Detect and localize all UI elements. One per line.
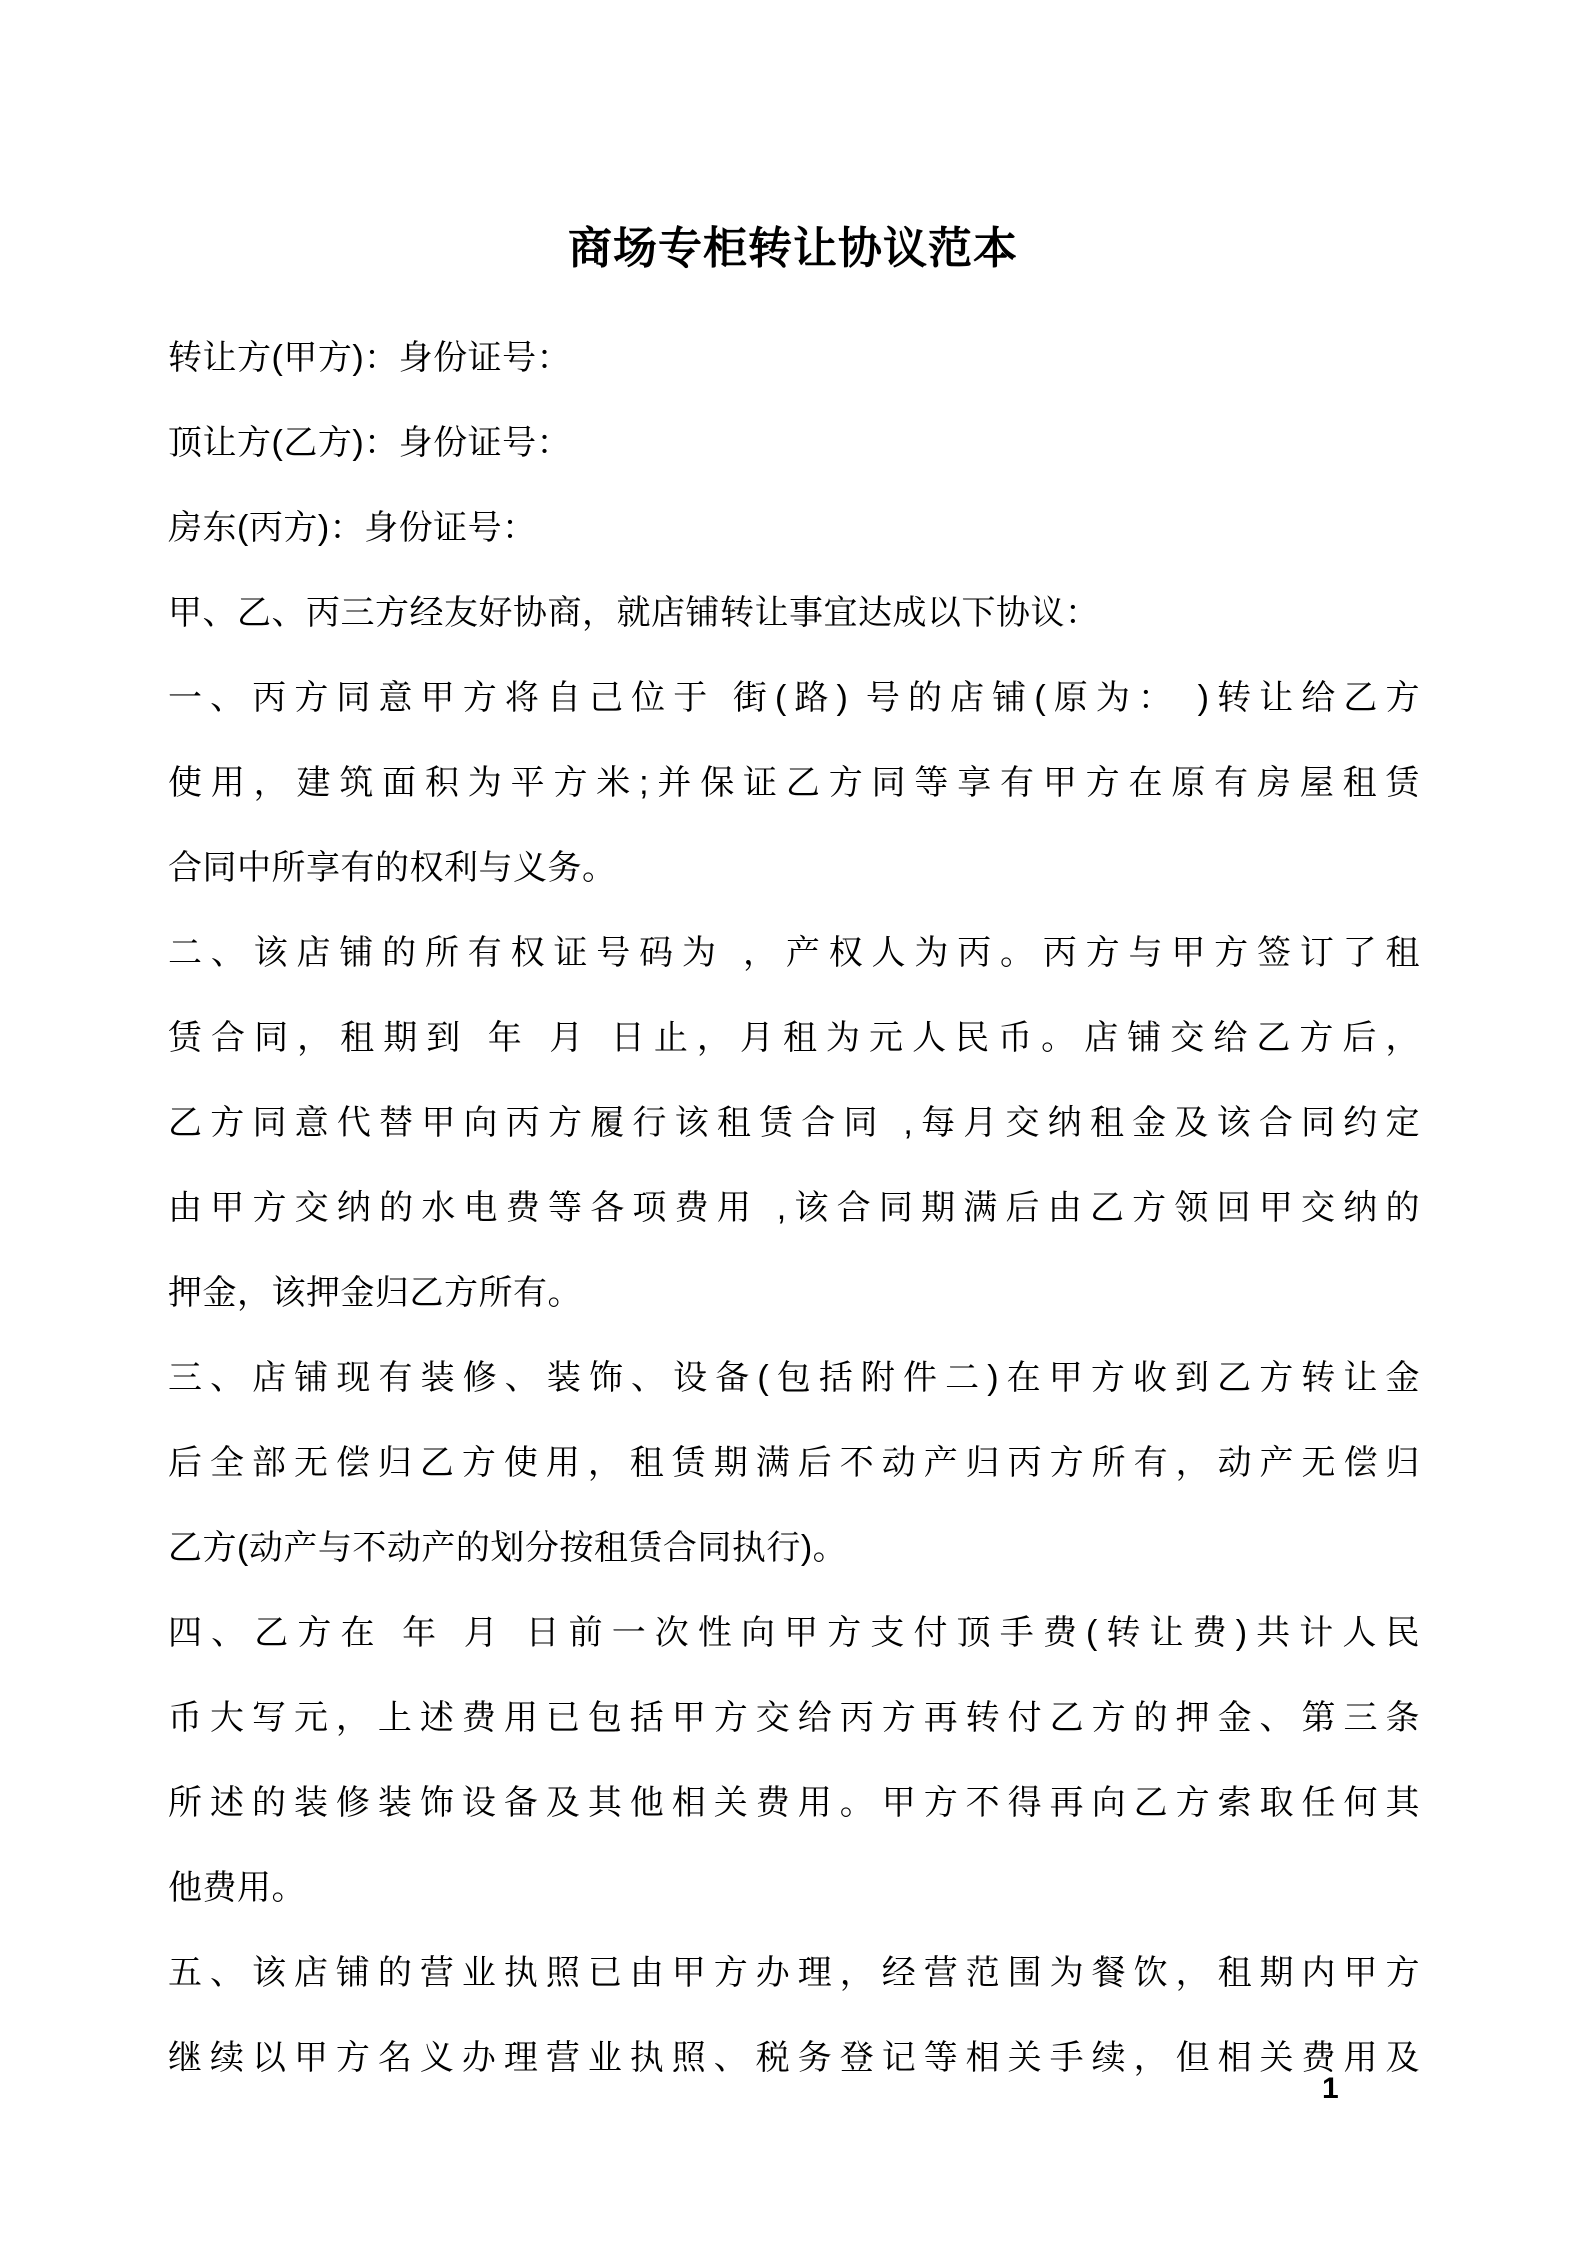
- page-number: 1: [1322, 2072, 1339, 2105]
- text-line: 甲、乙、丙三方经友好协商，就店铺转让事宜达成以下协议：: [168, 594, 1100, 632]
- text-line: 押金，该押金归乙方所有。: [168, 1274, 582, 1312]
- text-line: 乙方(动产与不动产的划分按租赁合同执行)。: [168, 1529, 848, 1567]
- text-line: 合同中所享有的权利与义务。: [168, 849, 617, 887]
- text-line: 一、丙方同意甲方将自己位于 街(路) 号的店铺(原为： )转让给乙方: [168, 679, 1420, 717]
- text-line: 转让方(甲方)：身份证号：: [168, 339, 572, 377]
- text-line: 五、该店铺的营业执照已由甲方办理，经营范围为餐饮，租期内甲方: [168, 1954, 1420, 1992]
- page-title: 商场专柜转让协议范本: [568, 224, 1018, 273]
- text-line: 他费用。: [168, 1869, 306, 1907]
- text-line: 二、该店铺的所有权证号码为 ，产权人为丙。丙方与甲方签订了租: [168, 934, 1420, 972]
- text-line: 顶让方(乙方)：身份证号：: [168, 424, 572, 462]
- text-line: 乙方同意代替甲向丙方履行该租赁合同 ,每月交纳租金及该合同约定: [168, 1104, 1420, 1142]
- text-line: 所述的装修装饰设备及其他相关费用。甲方不得再向乙方索取任何其: [168, 1784, 1420, 1822]
- text-line: 房东(丙方)：身份证号：: [168, 509, 537, 547]
- text-line: 后全部无偿归乙方使用，租赁期满后不动产归丙方所有，动产无偿归: [168, 1444, 1420, 1482]
- text-line: 三、店铺现有装修、装饰、设备(包括附件二)在甲方收到乙方转让金: [168, 1359, 1420, 1397]
- text-line: 使用，建筑面积为平方米;并保证乙方同等享有甲方在原有房屋租赁: [168, 764, 1420, 802]
- text-line: 四、乙方在 年 月 日前一次性向甲方支付顶手费(转让费)共计人民: [168, 1614, 1420, 1652]
- text-line: 赁合同，租期到 年 月 日止，月租为元人民币。店铺交给乙方后，: [168, 1019, 1420, 1057]
- text-line: 币大写元，上述费用已包括甲方交给丙方再转付乙方的押金、第三条: [168, 1699, 1420, 1737]
- document-body: [168, 316, 1420, 2101]
- text-line: 继续以甲方名义办理营业执照、税务登记等相关手续，但相关费用及: [168, 2039, 1420, 2077]
- text-line: 由甲方交纳的水电费等各项费用 ,该合同期满后由乙方领回甲交纳的: [168, 1189, 1420, 1227]
